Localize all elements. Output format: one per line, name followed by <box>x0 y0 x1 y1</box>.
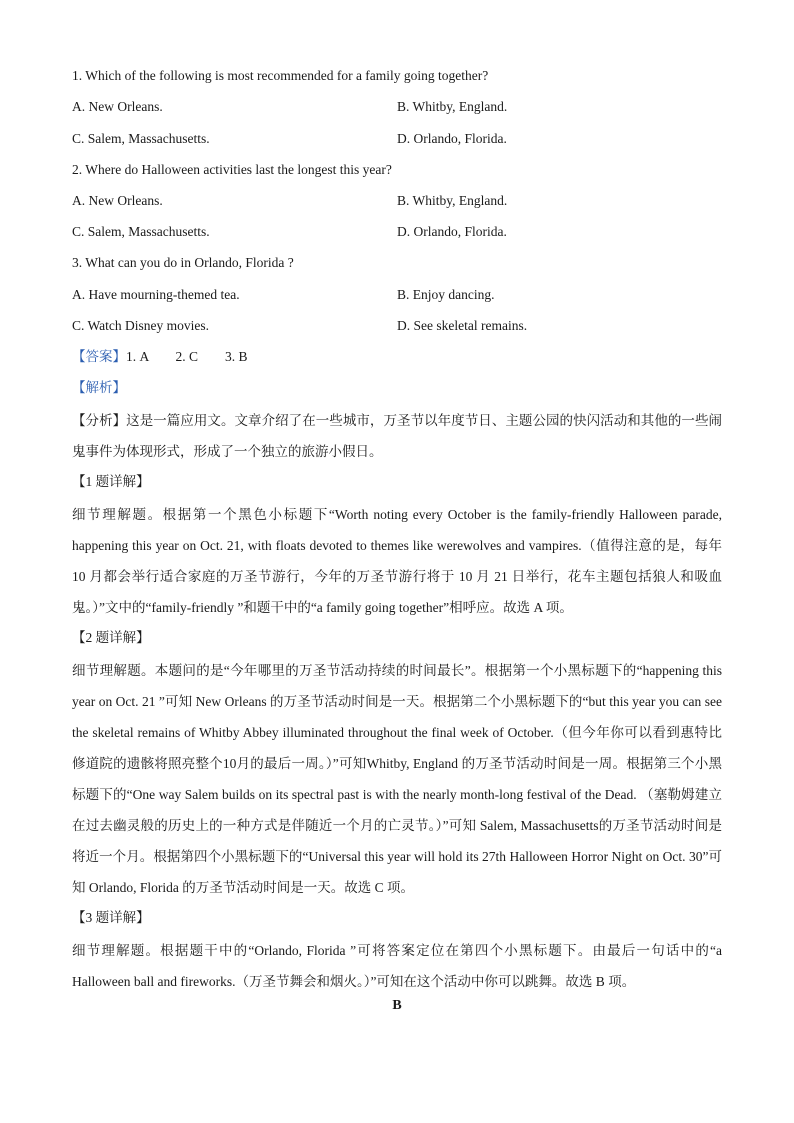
question-3: 3. What can you do in Orlando, Florida ? <box>72 255 294 270</box>
q2-option-a: A. New Orleans. <box>72 193 163 208</box>
question-2: 2. Where do Halloween activities last the longest this year? <box>72 162 392 177</box>
summary-paragraph <box>72 405 722 467</box>
q1-option-b: B. Whitby, England. <box>397 99 508 114</box>
question-1: 1. Which of the following is most recommended for a family going together? <box>72 68 489 83</box>
q3-option-b: B. Enjoy dancing. <box>397 287 495 302</box>
analysis-label: 【解析】 <box>72 380 126 395</box>
q1-option-d: D. Orlando, Florida. <box>397 131 507 146</box>
detail-2-label: 【2 题详解】 <box>72 630 150 645</box>
detail-1-label: 【1 题详解】 <box>72 474 150 489</box>
q2-option-c: C. Salem, Massachusetts. <box>72 224 210 239</box>
answer-text: 1. A 2. C 3. B <box>126 349 248 364</box>
detail-3-text: 细节理解题。根据题干中的“Orlando, Florida ”可将答案定位在第四个小黑标题下。由最后一句话中的“a Halloween ball and fireworks.（万圣节舞会和烟火。）”可知在这个活动中你可以跳舞。故选 B 项。 <box>72 943 722 989</box>
section-heading: B <box>392 998 402 1013</box>
q3-option-a: A. Have mourning-themed tea. <box>72 287 240 302</box>
detail-2-text: 细节理解题。本题问的是“今年哪里的万圣节活动持续的时间最长”。根据第一个小黑标题下的“happening this year on Oct. 21 ”可知 New Orleans 的万圣节活动时间是一天。根据第二个小黑标题下的“but this year you can see the skeletal remains of Whitby Abbey illuminated throughout the final week of October.（但今年你可以看到惠特比修道院的遗骸将照亮整个10月的最后一周。）”可知Whitby, England 的万圣节活动时间是一周。根据第三个小黑标题下的“One way Salem builds on its spectral past is with the nearly month-long festival of the Dead. （塞勒姆建立在过去幽灵般的历史上的一种方式是伴随近一个月的亡灵节。）”可知 Salem, Massachusetts的万圣节活动时间是将近一个月。根据第四个小黑标题下的“Universal this year will hold its 27th Halloween Horror Night on Oct. 30”可知 Orlando, Florida 的万圣节活动时间是一天。故选 C 项。 <box>72 663 722 895</box>
detail-3-label: 【3 题详解】 <box>72 910 150 925</box>
q3-option-c: C. Watch Disney movies. <box>72 318 210 333</box>
summary-label: 【分析】 <box>72 413 127 428</box>
q2-option-d: D. Orlando, Florida. <box>397 224 507 239</box>
q1-option-a: A. New Orleans. <box>72 99 163 114</box>
detail-1-text: 细节理解题。根据第一个黑色小标题下“Worth noting every October is the family-friendly Halloween parade, happening this year on Oct. 21, with floats devoted to themes like werewolves and vampires.（值得注意的是，每年 10 月都会举行适合家庭的万圣节游行，今年的万圣节游行将于 10 月 21 日举行，花车主题包括狼人和吸血鬼。）”文中的“family-friendly ”和题干中的“a family going together”相呼应。故选 A 项。 <box>72 507 722 615</box>
summary-text: 这是一篇应用文。文章介绍了在一些城市，万圣节以年度节日、主题公园的快闪活动和其他的一些闹鬼事件为体现形式，形成了一个独立的旅游小假日。 <box>72 413 723 459</box>
answer-label: 【答案】 <box>72 349 126 364</box>
q1-option-c: C. Salem, Massachusetts. <box>72 131 210 146</box>
answer-line <box>72 347 248 367</box>
q3-option-d: D. See skeletal remains. <box>397 318 528 333</box>
q2-option-b: B. Whitby, England. <box>397 193 508 208</box>
